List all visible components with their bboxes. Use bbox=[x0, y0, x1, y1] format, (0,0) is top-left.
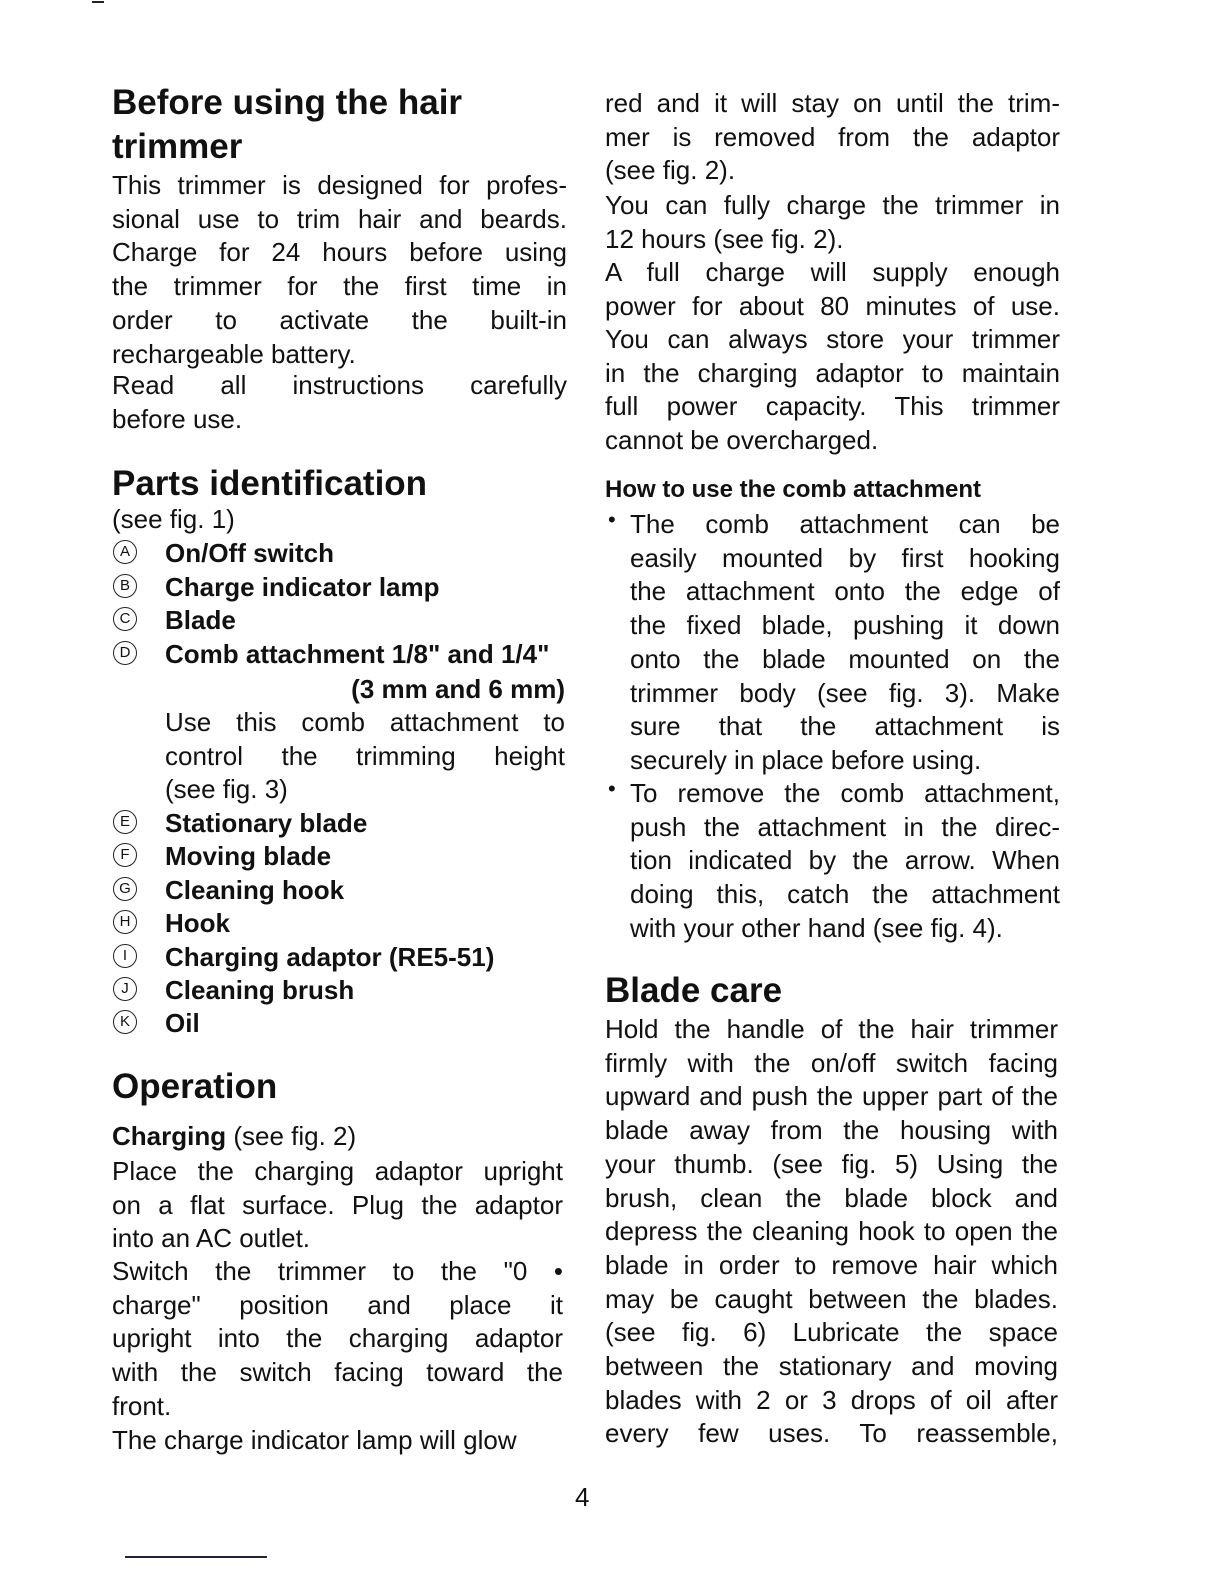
part-letter-badge: C bbox=[113, 607, 137, 631]
blade-care-text-line: between the stationary and moving bbox=[605, 1351, 1058, 1381]
charging-text-line: The charge indicator lamp will glow bbox=[112, 1425, 517, 1455]
part-label: Blade bbox=[165, 605, 236, 635]
comb-instruction-line: To remove the comb attachment, bbox=[630, 778, 1060, 808]
charging-text-line: Switch the trimmer to the "0 • bbox=[112, 1256, 563, 1286]
charging-text-line: red and it will stay on until the trim- bbox=[605, 88, 1060, 118]
part-label: Moving blade bbox=[165, 841, 332, 871]
comb-instruction-line: with your other hand (see fig. 4). bbox=[630, 912, 1003, 943]
blade-care-text-line: depress the cleaning hook to open the bbox=[605, 1216, 1058, 1247]
part-label: Cleaning brush bbox=[165, 975, 355, 1005]
charging-text-line: (see fig. 2). bbox=[605, 155, 736, 186]
comb-instruction-line: securely in place before using. bbox=[630, 744, 982, 775]
intro-text-line: before use. bbox=[112, 403, 243, 434]
part-letter-badge: E bbox=[113, 810, 137, 834]
charging-text-line: Place the charging adaptor upright bbox=[112, 1156, 563, 1186]
blade-care-text-line: blades with 2 or 3 drops of oil after bbox=[605, 1384, 1058, 1415]
charging-text-line: cannot be overcharged. bbox=[605, 425, 879, 456]
part-label: On/Off switch bbox=[165, 538, 334, 568]
page-number: 4 bbox=[575, 1482, 590, 1512]
comb-instruction-line: doing this, catch the attachment bbox=[630, 879, 1060, 910]
subsection-heading: How to use the comb attachment bbox=[605, 476, 982, 503]
charging-text-line: with the switch facing toward the bbox=[112, 1357, 563, 1388]
comb-instruction-line: The comb attachment can be bbox=[630, 509, 1060, 539]
section-title: trimmer bbox=[112, 127, 243, 166]
comb-instruction-line: the fixed blade, pushing it down bbox=[630, 610, 1060, 641]
part-letter-badge: A bbox=[113, 540, 137, 564]
part-label: Charge indicator lamp bbox=[165, 572, 440, 602]
charging-label: Charging bbox=[112, 1121, 227, 1151]
part-label: Charging adaptor (RE5-51) bbox=[165, 942, 495, 972]
charging-text-line: front. bbox=[112, 1390, 172, 1421]
blade-care-text-line: blade away from the housing with bbox=[605, 1115, 1058, 1146]
intro-text-line: This trimmer is designed for profes- bbox=[112, 170, 567, 200]
section-heading: Blade care bbox=[605, 971, 783, 1010]
part-label: Hook bbox=[165, 908, 230, 938]
parts-reference: (see fig. 1) bbox=[112, 504, 235, 534]
part-letter-badge: G bbox=[113, 877, 137, 901]
charging-subheading bbox=[112, 1119, 356, 1153]
blade-care-text-line: Hold the handle of the hair trimmer bbox=[605, 1014, 1058, 1044]
charging-text-line: 12 hours (see fig. 2). bbox=[605, 223, 844, 254]
bullet-icon: • bbox=[608, 507, 616, 532]
part-label: Cleaning hook bbox=[165, 875, 345, 905]
margin-mark bbox=[92, 1, 104, 3]
part-letter-badge: B bbox=[113, 574, 137, 598]
comb-instruction-line: tion indicated by the arrow. When bbox=[630, 845, 1060, 876]
part-letter-badge: K bbox=[113, 1010, 137, 1034]
charging-text-line: into an AC outlet. bbox=[112, 1223, 311, 1254]
intro-text-line: sional use to trim hair and beards. bbox=[112, 203, 567, 234]
charging-text-line: upright into the charging adaptor bbox=[112, 1323, 563, 1354]
part-description-line: control the trimming height bbox=[165, 740, 565, 771]
part-label-continued: (3 mm and 6 mm) bbox=[351, 674, 565, 704]
comb-instruction-line: trimmer body (see fig. 3). Make bbox=[630, 677, 1060, 708]
blade-care-text-line: every few uses. To reassemble, bbox=[605, 1418, 1058, 1449]
charging-text-line: full power capacity. This trimmer bbox=[605, 391, 1060, 422]
part-letter-badge: D bbox=[113, 641, 137, 665]
intro-text-line: order to activate the built-in bbox=[112, 304, 567, 335]
blade-care-text-line: brush, clean the blade block and bbox=[605, 1182, 1058, 1213]
charging-text-line: You can fully charge the trimmer in bbox=[605, 190, 1060, 220]
intro-text-line: rechargeable battery. bbox=[112, 338, 356, 369]
charging-text-line: power for about 80 minutes of use. bbox=[605, 290, 1060, 321]
part-label: Comb attachment 1/8" and 1/4" bbox=[165, 639, 550, 669]
blade-care-text-line: your thumb. (see fig. 5) Using the bbox=[605, 1148, 1058, 1179]
blade-care-text-line: blade in order to remove hair which bbox=[605, 1249, 1058, 1280]
blade-care-text-line: upward and push the upper part of the bbox=[605, 1081, 1058, 1112]
comb-instruction-line: easily mounted by first hooking bbox=[630, 542, 1060, 573]
part-label: Oil bbox=[165, 1008, 200, 1038]
part-letter-badge: F bbox=[113, 843, 137, 867]
blade-care-text-line: (see fig. 6) Lubricate the space bbox=[605, 1317, 1058, 1348]
charging-text-line: charge" position and place it bbox=[112, 1289, 563, 1320]
charging-text-line: in the charging adaptor to maintain bbox=[605, 357, 1060, 388]
part-description-line: (see fig. 3) bbox=[165, 774, 288, 805]
charging-text-line: A full charge will supply enough bbox=[605, 257, 1060, 287]
part-letter-badge: H bbox=[113, 910, 137, 934]
intro-text-line: Charge for 24 hours before using bbox=[112, 237, 567, 268]
comb-instruction-line: onto the blade mounted on the bbox=[630, 643, 1060, 674]
part-label: Stationary blade bbox=[165, 808, 368, 838]
blade-care-text-line: may be caught between the blades. bbox=[605, 1283, 1058, 1314]
part-description-line: Use this comb attachment to bbox=[165, 707, 565, 737]
charging-text-line: on a flat surface. Plug the adaptor bbox=[112, 1189, 563, 1220]
comb-instruction-line: push the attachment in the direc- bbox=[630, 811, 1060, 842]
section-heading: Parts identification bbox=[112, 464, 428, 503]
comb-instruction-line: sure that the attachment is bbox=[630, 711, 1060, 742]
part-letter-badge: J bbox=[113, 977, 137, 1001]
section-heading: Operation bbox=[112, 1067, 278, 1106]
part-letter-badge: I bbox=[113, 944, 137, 968]
blade-care-text-line: firmly with the on/off switch facing bbox=[605, 1047, 1058, 1078]
charging-text-line: You can always store your trimmer bbox=[605, 324, 1060, 354]
charging-reference: (see fig. 2) bbox=[226, 1121, 357, 1151]
section-title: Before using the hair bbox=[112, 83, 463, 122]
bullet-icon: • bbox=[608, 776, 616, 801]
charging-text-line: mer is removed from the adaptor bbox=[605, 121, 1060, 152]
intro-text-line: the trimmer for the first time in bbox=[112, 271, 567, 302]
comb-instruction-line: the attachment onto the edge of bbox=[630, 576, 1060, 607]
footer-rule bbox=[125, 1556, 267, 1558]
intro-text-line: Read all instructions carefully bbox=[112, 370, 567, 400]
